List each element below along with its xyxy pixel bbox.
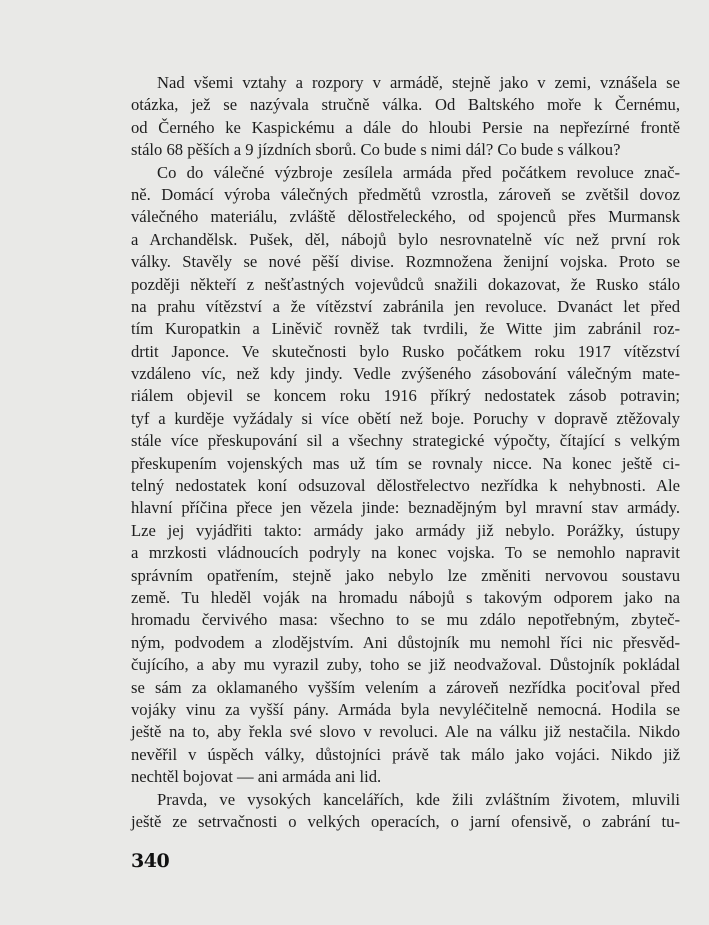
text-line: Co do válečné výzbroje zesílela armáda před počátkem revoluce znač- <box>157 162 680 182</box>
text-line: války. Stavěly se nové pěší divise. Rozmnožena ženijní vojska. Proto se <box>131 252 680 272</box>
text-line: země. Tu hleděl voják na hromadu nábojů s takovým odporem jako na <box>131 587 680 607</box>
text-line: stálo 68 pěších a 9 jízdních sborů. Co bude s nimi dál? Co bude s válkou? <box>131 140 621 160</box>
text-line: Pravda, ve vysokých kancelářích, kde žili zvláštním životem, mluvili <box>157 789 680 809</box>
text-line: ještě na to, aby řekla své slovo v revoluci. Ale na válku již nestačila. Nikdo <box>131 722 680 742</box>
body-text <box>131 72 680 833</box>
text-line: ně. Domácí výroba válečných předmětů vzrostla, zároveň se zvětšil dovoz <box>131 184 680 204</box>
text-line: Lze jej vyjádřiti takto: armády jako armády již nebylo. Porážky, ústupy <box>131 520 680 540</box>
paragraph <box>131 72 680 162</box>
text-line: a mrzkosti vládnoucích podryly na konec vojska. To se nemohlo napravit <box>131 543 680 563</box>
text-line: nevěřil v úspěch války, důstojníci právě tak málo jako vojáci. Nikdo již <box>131 744 680 764</box>
text-line: na prahu vítězství a že vítězství zabránila jen revoluce. Dvanáct let před <box>131 296 680 316</box>
text-line: ným, podvodem a zlodějstvím. Ani důstojník mu nemohl říci nic přesvěd- <box>131 632 680 652</box>
text-line: přeskupením vojenských mas už tím se rovnaly nicce. Na konec ještě ci- <box>131 453 680 473</box>
paragraph <box>131 162 680 789</box>
text-line: drtit Japonce. Ve skutečnosti bylo Rusko počátkem roku 1917 vítězství <box>131 341 680 361</box>
text-line: riálem objevil se koncem roku 1916 příkrý nedostatek zásob potravin; <box>131 386 680 406</box>
text-line: správním opatřením, stejně jako nebylo lze změniti nervovou soustavu <box>131 565 680 585</box>
text-line: hromadu červivého masa: všechno to se mu zdálo nepotřebným, zbyteč- <box>131 610 680 630</box>
text-line: tyf a kurděje vyžádaly si více obětí než boje. Poruchy v dopravě ztěžovaly <box>131 408 680 428</box>
text-line: telný nedostatek koní odsuzoval dělostřelectvo nezřídka k nehybnosti. Ale <box>131 476 680 496</box>
text-line: od Černého ke Kaspickému a dále do hloubi Persie na nepřezírné frontě <box>131 117 680 137</box>
text-line: a Archandělsk. Pušek, děl, nábojů bylo nesrovnatelně víc než první rok <box>131 229 680 249</box>
paragraph <box>131 789 680 834</box>
text-line: stále více přeskupování sil a všechny strategické výpočty, čítající s velkým <box>131 431 680 451</box>
text-line: čujícího, a aby mu vyrazil zuby, toho se již neodvažoval. Důstojník pokládal <box>131 655 680 675</box>
text-line: hlavní příčina přece jen vězela jinde: beznadějným byl mravní stav armády. <box>131 498 680 518</box>
text-line: válečného materiálu, zvláště dělostřeleckého, od spojenců přes Murmansk <box>131 207 680 227</box>
text-line: otázka, jež se nazývala stručně válka. Od Baltského moře k Černému, <box>131 95 680 115</box>
text-line: ještě ze setrvačnosti o velkých operacích, o jarní ofensivě, o zabrání tu- <box>131 811 680 831</box>
text-line: později někteří z nešťastných vojevůdců snažili dokazovat, že Rusko stálo <box>131 274 680 294</box>
text-line: tím Kuropatkin a Liněvič rovněž tak tvrdili, že Witte jim zabránil roz- <box>131 319 680 339</box>
text-line: vzdáleno víc, než kdy jindy. Vedle zvýšeného zásobování válečným mate- <box>131 364 680 384</box>
text-line: se sám za oklamaného vyšším velením a zároveň nezřídka pociťoval před <box>131 677 680 697</box>
text-line: Nad všemi vztahy a rozpory v armádě, stejně jako v zemi, vznášela se <box>157 73 680 92</box>
page-number: 340 <box>131 850 170 872</box>
text-line: nechtěl bojovat — ani armáda ani lid. <box>131 767 382 787</box>
text-line: vojáky vinu za vyšší pány. Armáda byla nevyléčitelně nemocná. Hodila se <box>131 699 680 719</box>
